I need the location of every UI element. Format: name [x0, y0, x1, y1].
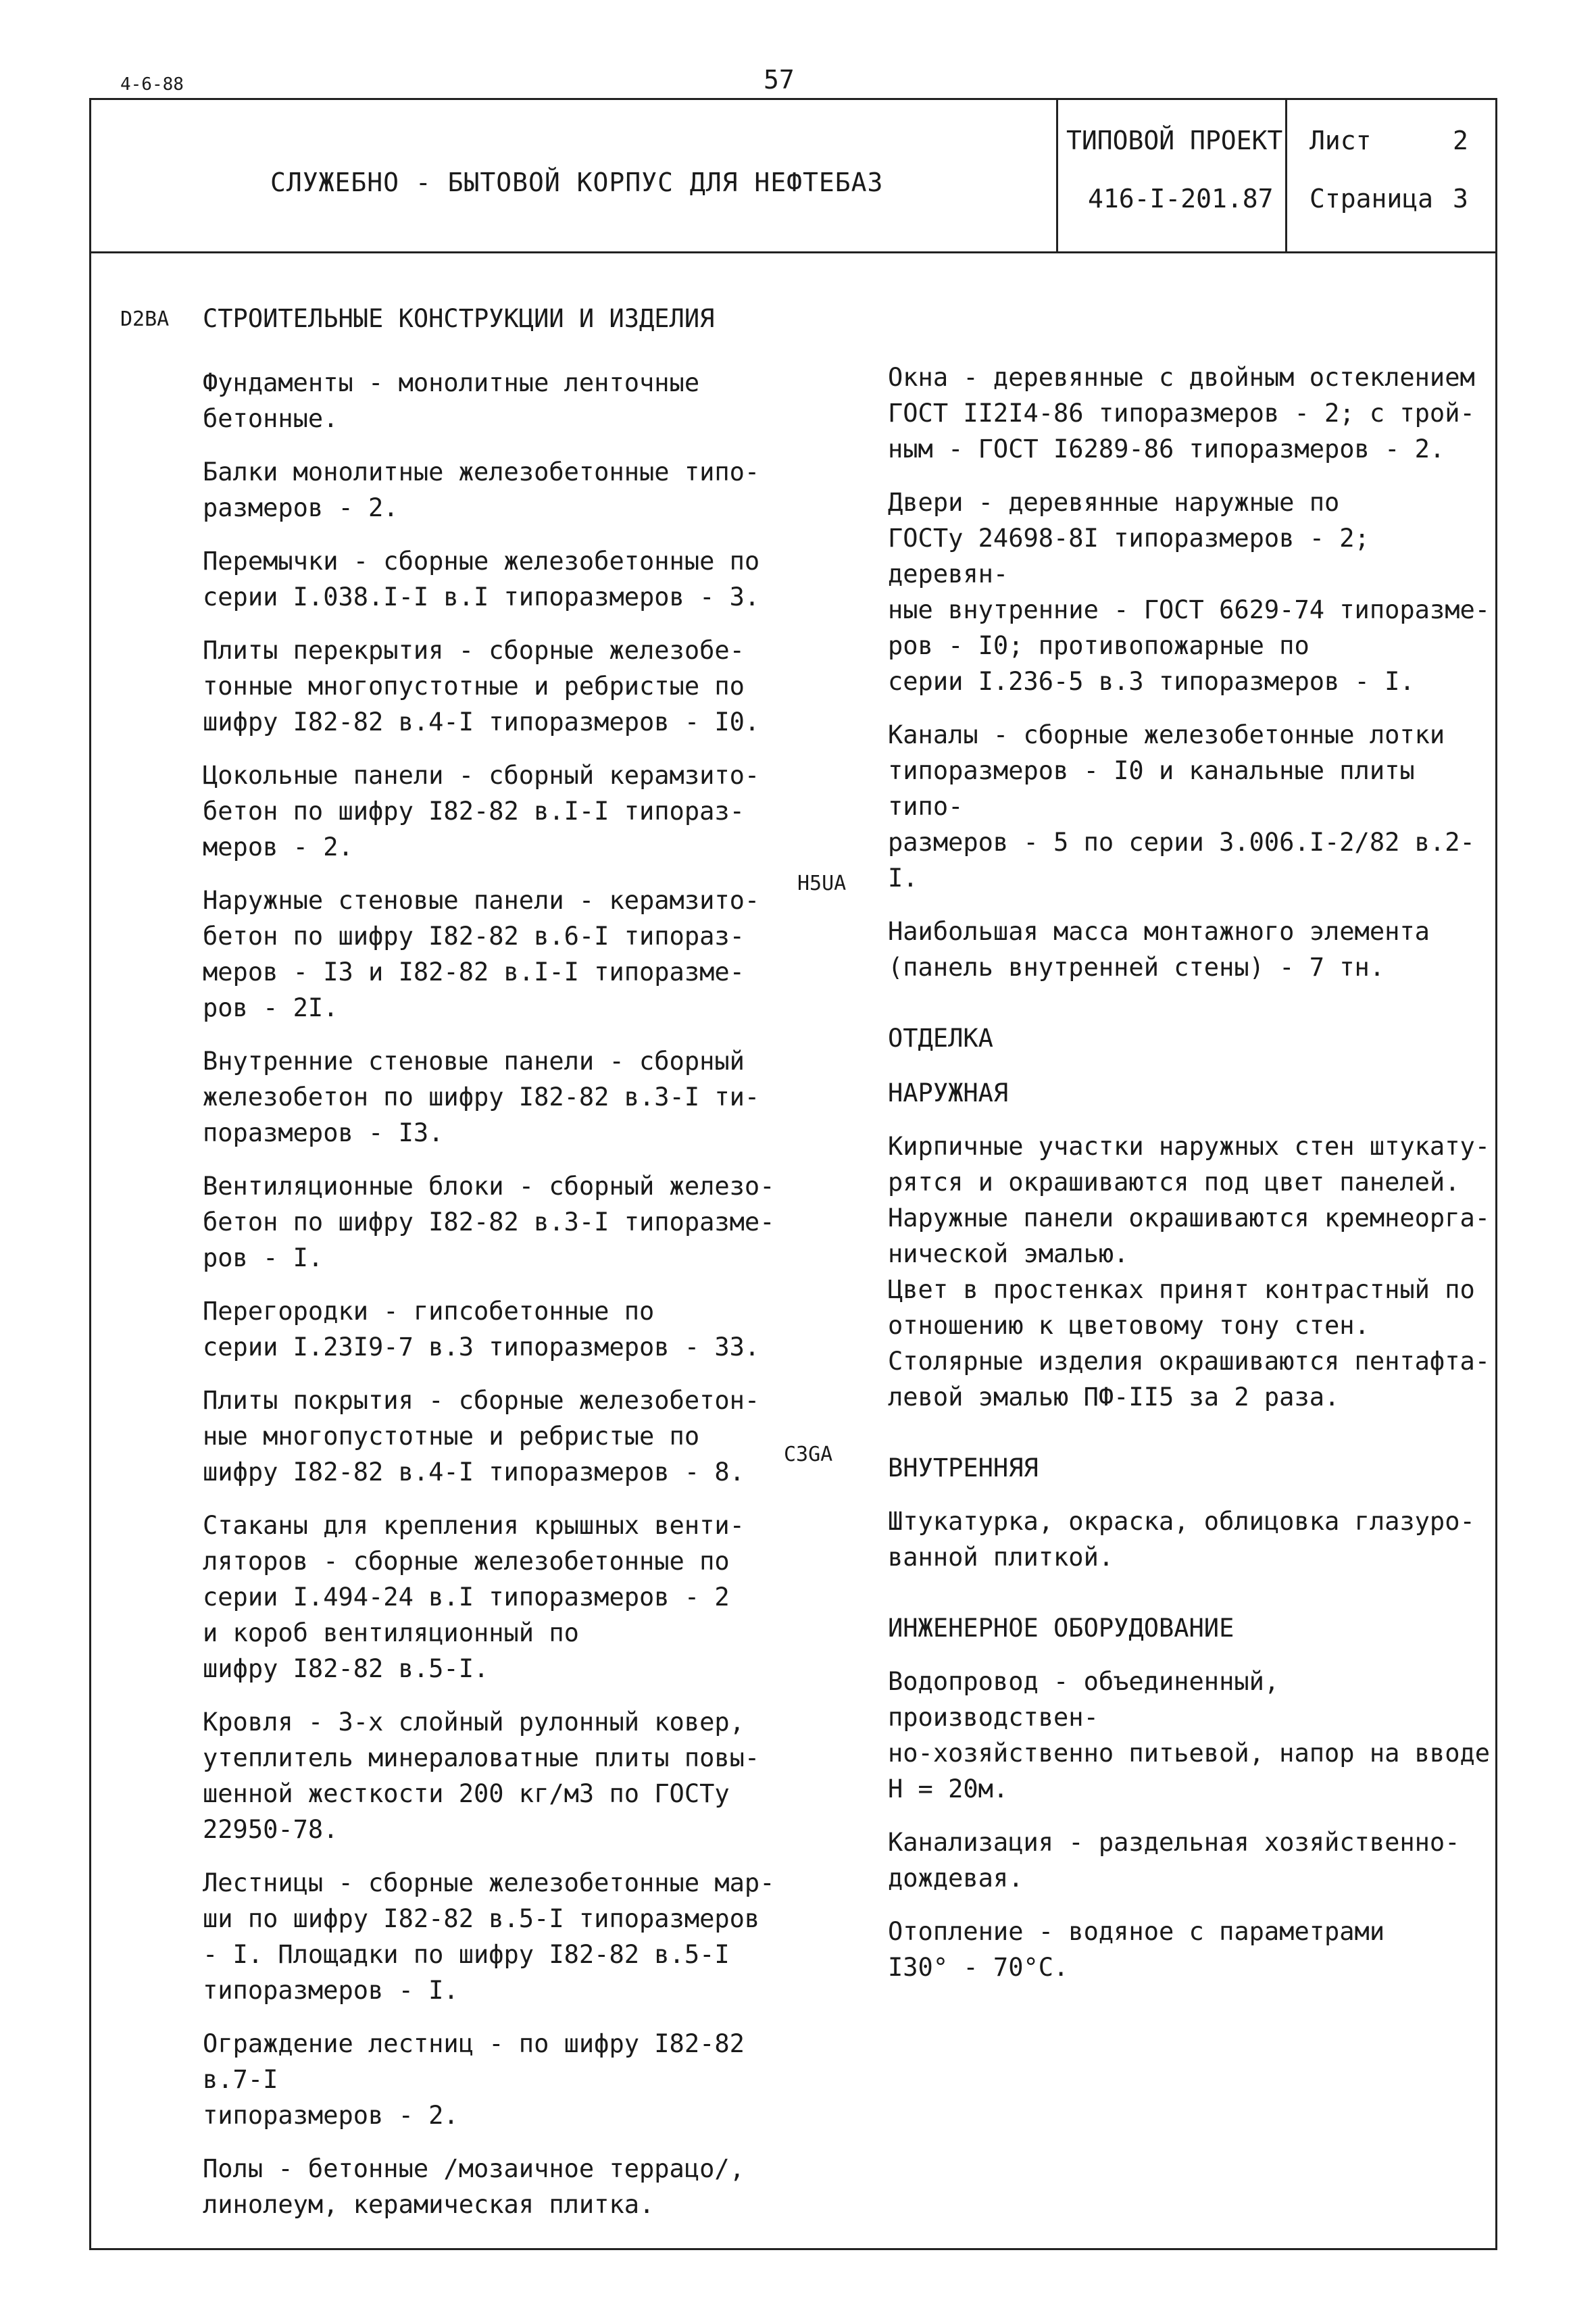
list-item: Наибольшая масса монтажного элемента (панель внутренней стены) - 7 тн. [888, 917, 1430, 982]
title-block-divider [1285, 98, 1287, 253]
list-item: Каналы - сборные железобетонные лотки типоразмеров - I0 и канальные плиты типо- размеров - 5 по серии 3.006.I-2/82 в.2-I. [888, 720, 1475, 893]
project-type-label: ТИПОВОЙ ПРОЕКТ [1066, 126, 1283, 155]
list-item: Двери - деревянные наружные по ГОСТу 24698-8I типоразмеров - 2; деревян- ные внутренние - ГОСТ 6629-74 типоразме- ров - I0; противопожарные по серии I.236-5 в.3 типоразмеров - I. [888, 488, 1491, 696]
document-code: 4-6-88 [120, 74, 184, 95]
subheading-inner: ВНУТРЕННЯЯ [888, 1453, 1039, 1483]
list-item: Плиты перекрытия - сборные железобе- тонные многопустотные и ребристые по шифру I82-82 в.4-I типоразмеров - I0. [203, 636, 760, 737]
page-label: Страница [1310, 184, 1434, 214]
list-item: Лестницы - сборные железобетонные мар- ши по шифру I82-82 в.5-I типоразмеров - I. Площадки по шифру I82-82 в.5-I типоразмеров - I. [203, 1868, 775, 2005]
right-column [888, 359, 1496, 2003]
list-item: Цокольные панели - сборный керамзито- бетон по шифру I82-82 в.I-I типораз- меров - 2. [203, 761, 760, 862]
list-item: Перемычки - сборные железобетонные по серии I.038.I-I в.I типоразмеров - 3. [203, 547, 760, 612]
sheet-label: Лист [1310, 126, 1372, 155]
section-code-finishing: H5UA [797, 872, 847, 895]
inner-finishing-text: Штукатурка, окраска, облицовка глазуро- ванной плиткой. [888, 1507, 1475, 1572]
list-item: Канализация - раздельная хозяйственно- дождевая. [888, 1828, 1460, 1893]
title-block-divider [1056, 98, 1058, 253]
outer-finishing-text: Кирпичные участки наружных стен штукату- рятся и окрашиваются под цвет панелей. Наружные панели окрашиваются кремнеорга- нической эмалью. Цвет в простенках принят контрастный по отношению к цветовому тону стен. Столярные изделия окрашиваются пентафта- левой эмалью ПФ-II5 за 2 раза. [888, 1132, 1491, 1412]
project-number: 416-I-201.87 [1088, 184, 1274, 214]
list-item: Отопление - водяное с параметрами I30° - 70°С. [888, 1917, 1385, 1982]
list-item: Стаканы для крепления крышных венти- ляторов - сборные железобетонные по серии I.494-24 в.I типоразмеров - 2 и короб вентиляционный по шифру I82-82 в.5-I. [203, 1511, 745, 1683]
page-number: 57 [764, 65, 795, 95]
list-item: Окна - деревянные с двойным остеклением ГОСТ II2I4-86 типоразмеров - 2; с трой- ным - ГОСТ I6289-86 типоразмеров - 2. [888, 363, 1475, 464]
page-value: 3 [1453, 184, 1468, 214]
section-code-engineering: C3GA [784, 1443, 833, 1466]
list-item: Полы - бетонные /мозаичное террацо/, линолеум, керамическая плитка. [203, 2154, 745, 2219]
list-item: Водопровод - объединенный, производствен- но-хозяйственно питьевой, напор на вводе Н = 20м. [888, 1667, 1491, 1803]
section-code-construction: D2BA [120, 307, 170, 331]
construction-items-list [203, 365, 777, 2240]
list-item: Вентиляционные блоки - сборный железо- бетон по шифру I82-82 в.3-I типоразме- ров - I. [203, 1172, 775, 1272]
list-item: Плиты покрытия - сборные железобетон- ные многопустотные и ребристые по шифру I82-82 в.4-I типоразмеров - 8. [203, 1386, 760, 1487]
list-item: Наружные стеновые панели - керамзито- бетон по шифру I82-82 в.6-I типораз- меров - I3 и I82-82 в.I-I типоразме- ров - 2I. [203, 886, 760, 1022]
subheading-outer: НАРУЖНАЯ [888, 1078, 1009, 1107]
document-title: СЛУЖЕБНО - БЫТОВОЙ КОРПУС ДЛЯ НЕФТЕБАЗ [270, 168, 884, 197]
section-heading-engineering: ИНЖЕНЕРНОЕ ОБОРУДОВАНИЕ [888, 1614, 1235, 1643]
section-heading-construction: СТРОИТЕЛЬНЫЕ КОНСТРУКЦИИ И ИЗДЕЛИЯ [203, 304, 715, 333]
section-heading-finishing: ОТДЕЛКА [888, 1024, 993, 1053]
list-item: Фундаменты - монолитные ленточные бетонные. [203, 368, 700, 433]
list-item: Перегородки - гипсобетонные по серии I.23I9-7 в.3 типоразмеров - 33. [203, 1297, 760, 1362]
list-item: Балки монолитные железобетонные типо- размеров - 2. [203, 457, 760, 522]
list-item: Кровля - 3-х слойный рулонный ковер, утеплитель минераловатные плиты повы- шенной жесткости 200 кг/м3 по ГОСТу 22950-78. [203, 1708, 760, 1844]
list-item: Ограждение лестниц - по шифру I82-82 в.7-I типоразмеров - 2. [203, 2029, 745, 2130]
list-item: Внутренние стеновые панели - сборный железобетон по шифру I82-82 в.3-I ти- поразмеров - I3. [203, 1047, 760, 1147]
sheet-value: 2 [1453, 126, 1468, 155]
